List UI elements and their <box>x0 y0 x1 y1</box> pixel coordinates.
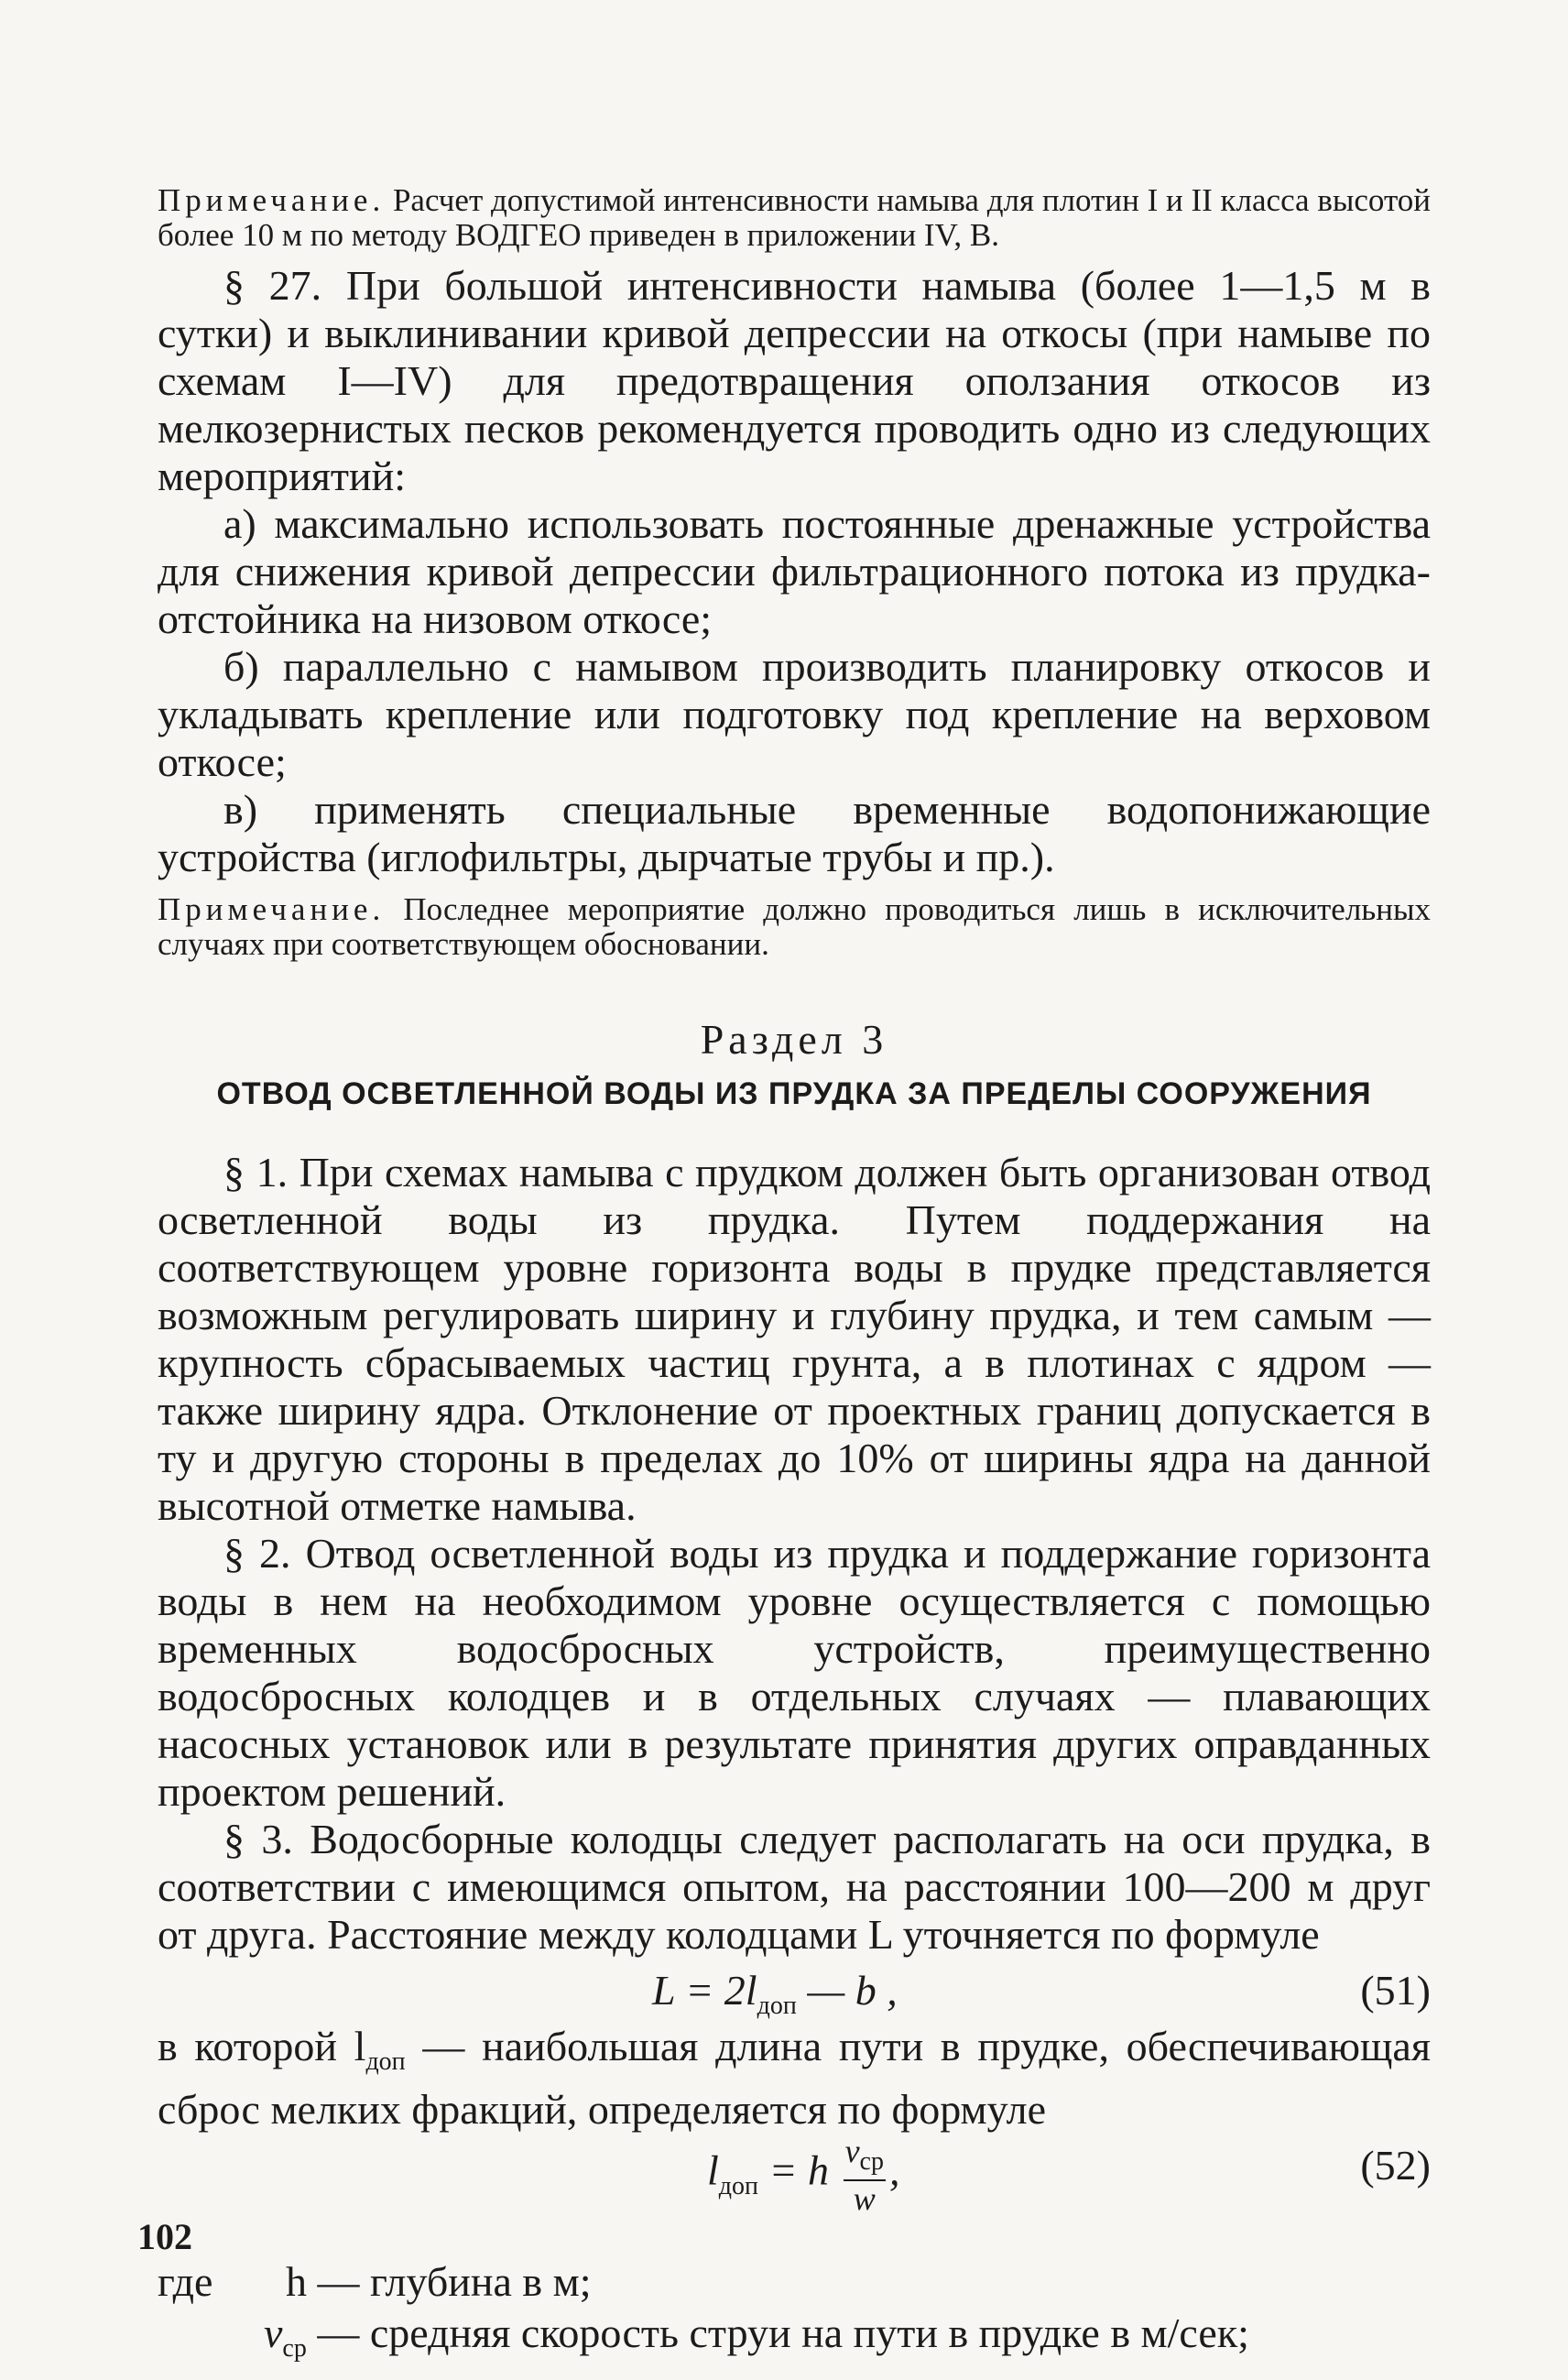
section-subtitle: ОТВОД ОСВЕТЛЕННОЙ ВОДЫ ИЗ ПРУДКА ЗА ПРЕДЕЛЫ СООРУЖЕНИЯ <box>216 1076 1372 1111</box>
paragraph-27-item-a: а) максимально использовать постоянные дренажные устройства для снижения кривой депрессии фильтрационного потока из прудка-отстойника на низовом откосе; <box>158 500 1431 642</box>
paragraph-1: § 1. При схемах намыва с прудком должен быть организован отвод осветленной воды из прудка. Путем поддержания на соответствующем уровне горизонта воды в прудке представляется возможным регулировать ширину и глубину прудка, и тем самым — крупность сбрасываемых частиц грунта, а в плотинах с ядром — также ширину ядра. Отклонение от проектных границ допускается в ту и другую стороны в пределах до 10% от ширины ядра на данной высотной отметке намыва. <box>158 1149 1431 1529</box>
note-label: Примечание. <box>158 182 386 218</box>
where-h-line: h — глубина в м; <box>286 2258 592 2306</box>
formula-51-sub: доп <box>757 1992 797 2021</box>
page-number: 102 <box>137 2216 192 2257</box>
formula-52-number: (52) <box>1360 2142 1431 2189</box>
formula-52-fraction <box>844 2134 886 2216</box>
note-1 <box>158 183 1431 253</box>
note-text: Расчет допустимой интенсивности намыва для плотин I и II класса высотой более 10 м по методу ВОДГЕО приведен в приложении IV, В. <box>158 182 1432 253</box>
formula-52-lhs-sub: доп <box>718 2172 759 2201</box>
paragraph-after-51 <box>158 2023 1431 2134</box>
formula-52-lhs: l <box>707 2146 719 2194</box>
formula-51 <box>158 1959 1431 2023</box>
formula-52-num-sub: ср <box>859 2147 884 2177</box>
note-2 <box>158 892 1431 962</box>
after-51-prefix: в которой l <box>158 2023 366 2069</box>
where-v-symbol: v <box>264 2309 283 2357</box>
where-v-sub: ср <box>282 2334 307 2364</box>
formula-51-rhs: — b , <box>796 1967 898 2014</box>
after-51-sub: доп <box>365 2047 406 2077</box>
paragraph-2: § 2. Отвод осветленной воды из прудка и поддержание горизонта воды в нем на необходимом уровне осуществляется с помощью временных водосбросных устройств, преимущественно водосбросных колодцев и в отдельных случаях — плавающих насосных установок или в результате принятия других оправданных проектом решений. <box>158 1530 1431 1815</box>
paragraph-27-item-b: б) параллельно с намывом производить планировку откосов и укладывать крепление или подготовку под крепление на верховом откосе; <box>158 643 1431 785</box>
formula-52-den: w <box>853 2180 876 2218</box>
formula-52-eq: = h <box>758 2146 830 2194</box>
formula-51-number: (51) <box>1360 1967 1431 2014</box>
paragraph-27-intro: § 27. При большой интенсивности намыва (более 1—1,5 м в сутки) и выклинивании кривой депрессии на откосы (при намыве по схемам I—IV) для предотвращения оползания откосов из мелкозернистых песков рекомендуется проводить одно из следующих мероприятий: <box>158 262 1431 499</box>
paragraph-27-item-c: в) применять специальные временные водопонижающие устройства (иглофильтры, дырчатые трубы и пр.). <box>158 786 1431 880</box>
paragraph-3: § 3. Водосборные колодцы следует располагать на оси прудка, в соответствии с имеющимся опытом, на расстоянии 100—200 м друг от друга. Расстояние между колодцами L уточняется по формуле <box>158 1816 1431 1958</box>
page-content <box>158 182 1432 2364</box>
formula-52-tail: , <box>888 2146 900 2194</box>
note-text: Последнее мероприятие должно проводиться лишь в исключительных случаях при соответствующем обосновании. <box>158 891 1431 962</box>
after-51-text: — наибольшая длина пути в прудке, обеспечивающая сброс мелких фракций, определяется по формуле <box>158 2023 1431 2134</box>
formula-52-num: v <box>844 2133 860 2170</box>
where-word: где <box>158 2258 213 2306</box>
formula-52 <box>158 2134 1431 2234</box>
where-v-text: — средняя скорость струи на пути в прудке в м/сек; <box>306 2309 1249 2357</box>
formula-51-lhs: L = 2l <box>652 1967 757 2014</box>
section-title: Раздел 3 <box>700 1016 888 1063</box>
variable-definitions <box>158 2256 1431 2364</box>
note-label: Примечание. <box>158 891 386 927</box>
